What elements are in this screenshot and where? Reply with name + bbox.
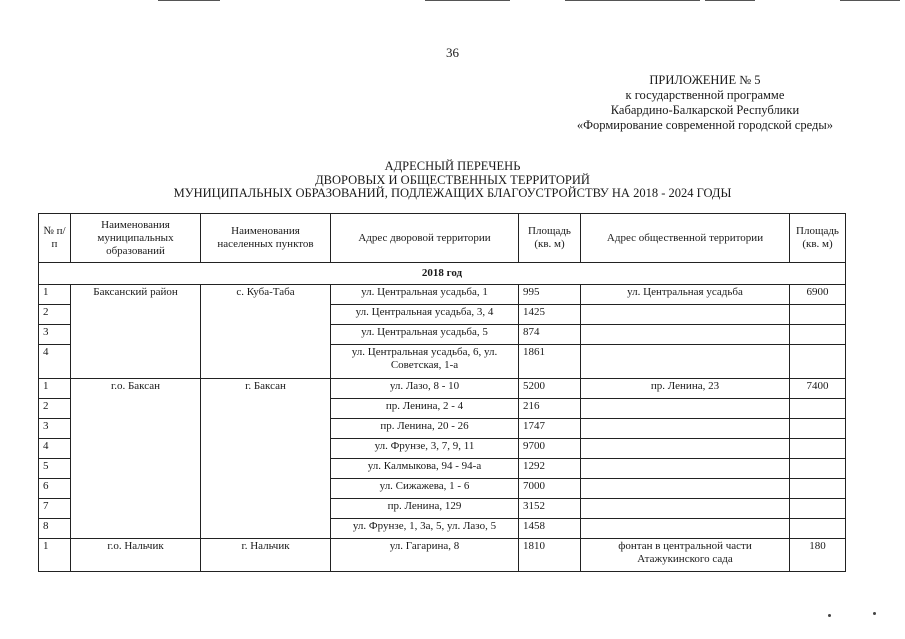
yard-area-cell: 216 <box>519 399 581 419</box>
yard-address-cell: ул. Фрунзе, 3, 7, 9, 11 <box>331 439 519 459</box>
yard-address-cell: ул. Центральная усадьба, 1 <box>331 285 519 305</box>
yard-area-cell: 1425 <box>519 305 581 325</box>
empty-cell <box>581 399 790 419</box>
appendix-line: к государственной программе <box>625 88 785 102</box>
yard-area-cell: 995 <box>519 285 581 305</box>
yard-address-cell: пр. Ленина, 129 <box>331 499 519 519</box>
empty-cell <box>581 305 790 325</box>
row-number: 3 <box>39 419 71 439</box>
empty-cell <box>790 499 846 519</box>
empty-cell <box>581 439 790 459</box>
appendix-line: «Формирование современной городской среды» <box>576 118 833 132</box>
yard-area-cell: 9700 <box>519 439 581 459</box>
header-cell-number: № п/п <box>39 214 71 263</box>
row-number: 6 <box>39 479 71 499</box>
municipality-cell: Баксанский район <box>71 285 201 379</box>
scan-artifact-line <box>840 0 900 1</box>
empty-cell <box>581 479 790 499</box>
header-cell-municipality: Наименования муниципальных образований <box>71 214 201 263</box>
row-number: 2 <box>39 305 71 325</box>
title-line: АДРЕСНЫЙ ПЕРЕЧЕНЬ <box>384 159 521 173</box>
empty-cell <box>790 325 846 345</box>
municipality-cell: г.о. Нальчик <box>71 539 201 572</box>
yard-address-cell: пр. Ленина, 2 - 4 <box>331 399 519 419</box>
row-number: 7 <box>39 499 71 519</box>
settlement-cell: г. Нальчик <box>201 539 331 572</box>
header-cell-public-area: Площадь (кв. м) <box>790 214 846 263</box>
empty-cell <box>790 399 846 419</box>
address-table <box>38 213 846 572</box>
yard-area-cell: 7000 <box>519 479 581 499</box>
row-number: 2 <box>39 399 71 419</box>
public-address-cell: пр. Ленина, 23 <box>581 379 790 399</box>
municipality-cell: г.о. Баксан <box>71 379 201 539</box>
yard-address-cell: ул. Центральная усадьба, 3, 4 <box>331 305 519 325</box>
empty-cell <box>790 479 846 499</box>
table-row <box>39 379 846 399</box>
public-address-cell: фонтан в центральной части Атажукинского сада <box>581 539 790 572</box>
page-number: 36 <box>446 45 459 60</box>
public-area-cell: 6900 <box>790 285 846 305</box>
title-line: МУНИЦИПАЛЬНЫХ ОБРАЗОВАНИЙ, ПОДЛЕЖАЩИХ БЛАГОУСТРОЙСТВУ НА 2018 - 2024 ГОДЫ <box>173 186 732 200</box>
yard-area-cell: 3152 <box>519 499 581 519</box>
empty-cell <box>581 325 790 345</box>
appendix-line: ПРИЛОЖЕНИЕ № 5 <box>649 73 761 87</box>
header-cell-settlement: Наименования населенных пунктов <box>201 214 331 263</box>
settlement-cell: с. Куба-Таба <box>201 285 331 379</box>
header-cell-yard-address: Адрес дворовой территории <box>331 214 519 263</box>
empty-cell <box>581 419 790 439</box>
yard-area-cell: 5200 <box>519 379 581 399</box>
row-number: 4 <box>39 345 71 379</box>
empty-cell <box>790 419 846 439</box>
yard-area-cell: 1747 <box>519 419 581 439</box>
empty-cell <box>581 499 790 519</box>
scan-artifact-line <box>705 0 755 1</box>
yard-address-cell: ул. Сижажева, 1 - 6 <box>331 479 519 499</box>
yard-area-cell: 1458 <box>519 519 581 539</box>
header-cell-public-address: Адрес общественной территории <box>581 214 790 263</box>
appendix-line: Кабардино-Балкарской Республики <box>610 103 800 117</box>
settlement-cell: г. Баксан <box>201 379 331 539</box>
year-label: 2018 год <box>39 263 846 285</box>
empty-cell <box>581 459 790 479</box>
row-number: 8 <box>39 519 71 539</box>
yard-address-cell: ул. Фрунзе, 1, 3а, 5, ул. Лазо, 5 <box>331 519 519 539</box>
header-cell-yard-area: Площадь (кв. м) <box>519 214 581 263</box>
scan-artifact-dot <box>873 612 876 615</box>
scan-artifact-line <box>565 0 700 1</box>
yard-address-cell: ул. Калмыкова, 94 - 94-а <box>331 459 519 479</box>
appendix-header <box>577 73 833 133</box>
empty-cell <box>790 439 846 459</box>
yard-address-cell: пр. Ленина, 20 - 26 <box>331 419 519 439</box>
empty-cell <box>581 345 790 379</box>
row-number: 4 <box>39 439 71 459</box>
yard-address-cell: ул. Центральная усадьба, 5 <box>331 325 519 345</box>
public-address-cell: ул. Центральная усадьба <box>581 285 790 305</box>
year-row <box>39 263 846 285</box>
yard-area-cell: 1292 <box>519 459 581 479</box>
scan-artifact-line <box>425 0 510 1</box>
yard-area-cell: 874 <box>519 325 581 345</box>
row-number: 1 <box>39 285 71 305</box>
yard-address-cell: ул. Лазо, 8 - 10 <box>331 379 519 399</box>
row-number: 3 <box>39 325 71 345</box>
yard-address-cell: ул. Центральная усадьба, 6, ул. Советская, 1-а <box>331 345 519 379</box>
table-row <box>39 285 846 305</box>
yard-area-cell: 1861 <box>519 345 581 379</box>
empty-cell <box>790 459 846 479</box>
row-number: 1 <box>39 379 71 399</box>
table-row <box>39 539 846 572</box>
empty-cell <box>581 519 790 539</box>
public-area-cell: 7400 <box>790 379 846 399</box>
public-area-cell: 180 <box>790 539 846 572</box>
yard-address-cell: ул. Гагарина, 8 <box>331 539 519 572</box>
empty-cell <box>790 519 846 539</box>
scan-artifact-dot <box>828 614 831 617</box>
empty-cell <box>790 345 846 379</box>
title-line: ДВОРОВЫХ И ОБЩЕСТВЕННЫХ ТЕРРИТОРИЙ <box>315 172 590 187</box>
row-number: 1 <box>39 539 71 572</box>
row-number: 5 <box>39 459 71 479</box>
scan-artifact-line <box>158 0 220 1</box>
table-header-row <box>39 214 846 263</box>
empty-cell <box>790 305 846 325</box>
document-title <box>0 160 905 201</box>
yard-area-cell: 1810 <box>519 539 581 572</box>
